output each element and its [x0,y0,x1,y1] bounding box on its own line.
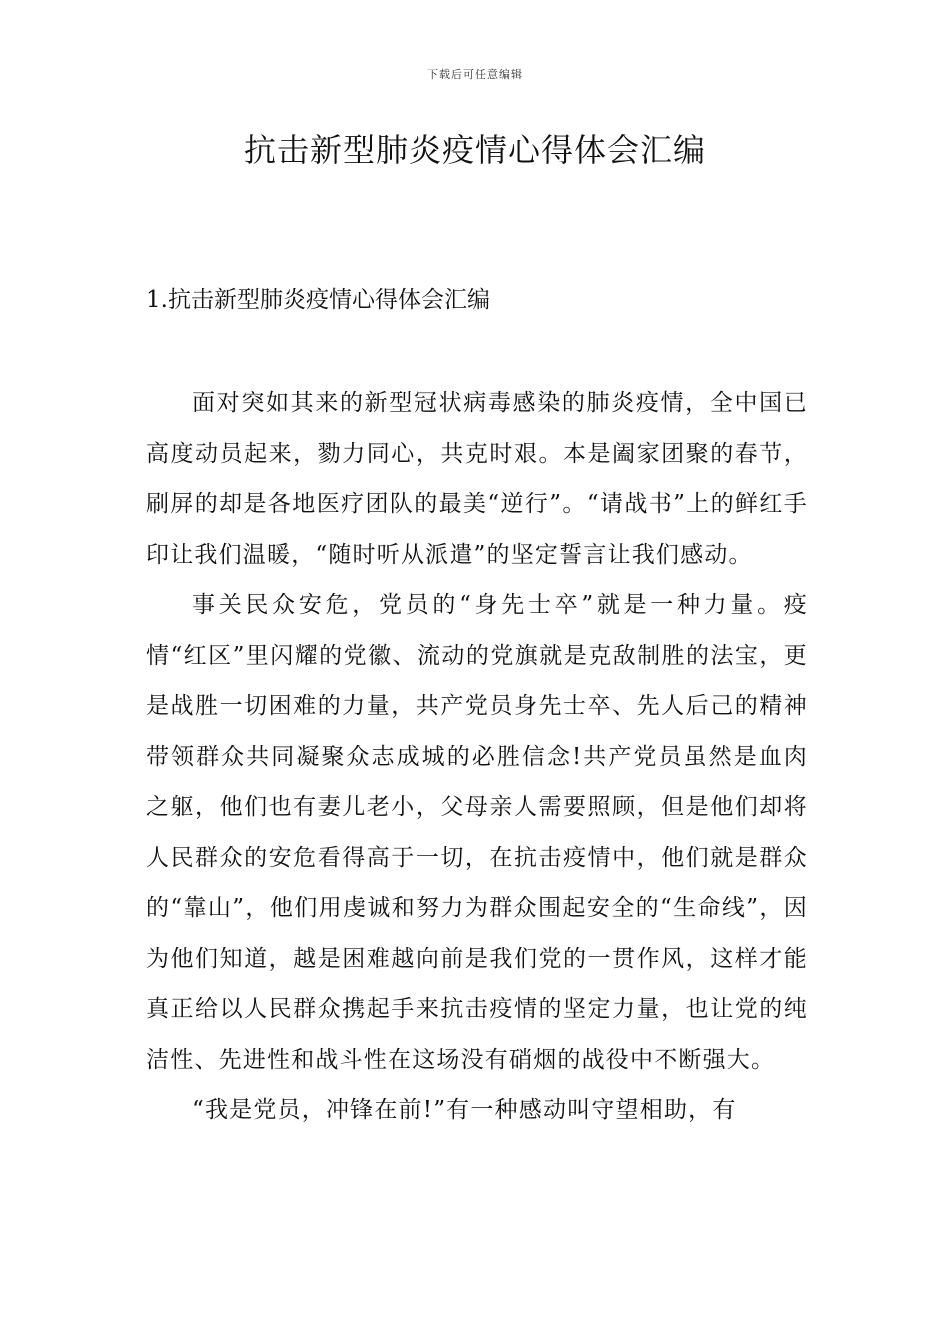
header-note: 下载后可任意编辑 [427,68,523,81]
paragraph: 事关民众安危，党员的“身先士卒”就是一种力量。疫情“红区”里闪耀的党徽、流动的党旗就是克敌制胜的法宝，更是战胜一切困难的力量，共产党员身先士卒、先人后己的精神带领群众共同凝聚众志成城的必胜信念!共产党员虽然是血肉之躯，他们也有妻儿老小，父母亲人需要照顾，但是他们却将人民群众的安危看得高于一切，在抗击疫情中，他们就是群众的“靠山”，他们用虔诚和努力为群众围起安全的“生命线”，因为他们知道，越是困难越向前是我们党的一贯作风，这样才能真正给以人民群众携起手来抗击疫情的坚定力量，也让党的纯洁性、先进性和战斗性在这场没有硝烟的战役中不断强大。 [146,592,808,1073]
paragraph: 面对突如其来的新型冠状病毒感染的肺炎疫情，全中国已高度动员起来，勠力同心，共克时艰。本是阖家团聚的春节，刷屏的却是各地医疗团队的最美“逆行”。“请战书”上的鲜红手印让我们温暖，“随时听从派遣”的坚定誓言让我们感动。 [146,390,808,568]
section-heading: 1.抗击新型肺炎疫情心得体会汇编 [146,287,490,313]
paragraph: “我是党员，冲锋在前!”有一种感动叫守望相助，有 [192,1097,737,1123]
body-text [146,378,808,1136]
page-title: 抗击新型肺炎疫情心得体会汇编 [243,131,706,169]
